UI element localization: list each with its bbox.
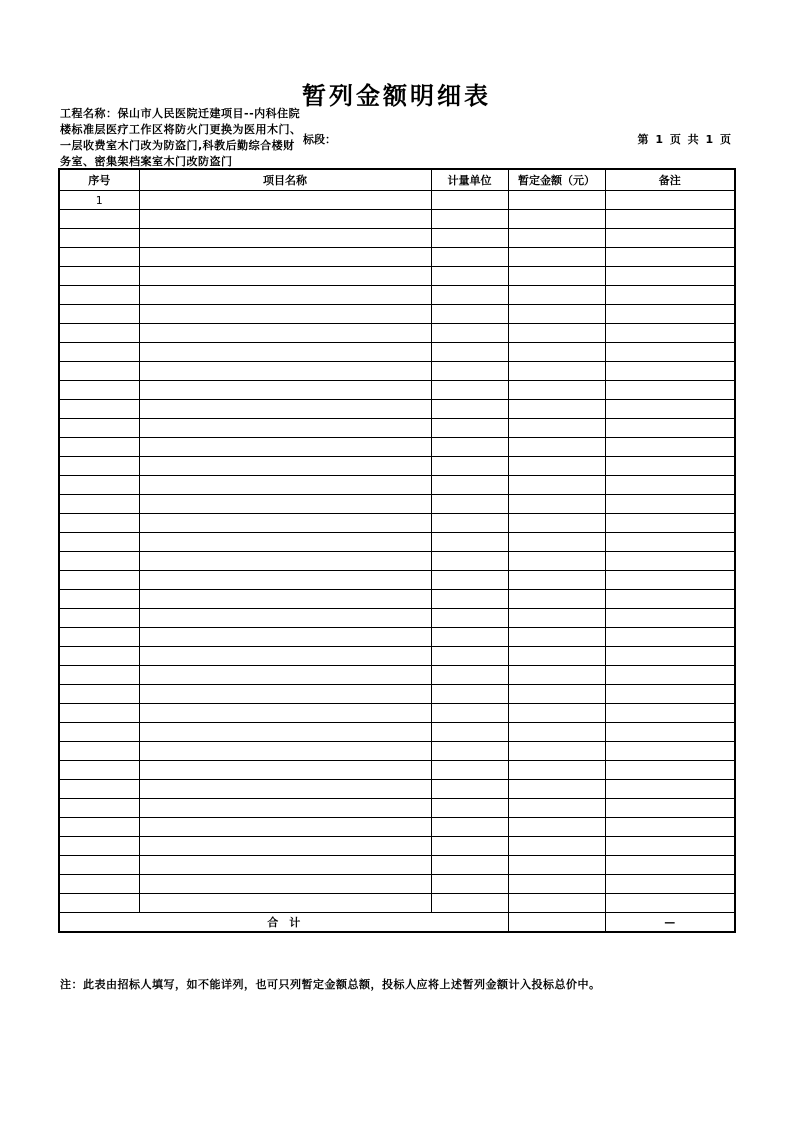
cell-item-name [139, 666, 431, 685]
cell-item-name [139, 362, 431, 381]
cell-amount [508, 495, 605, 514]
cell-item-name [139, 894, 431, 913]
cell-index [59, 476, 139, 495]
cell-unit [431, 818, 508, 837]
total-amount [508, 913, 605, 933]
cell-remark [605, 685, 735, 704]
cell-item-name [139, 628, 431, 647]
table-row [59, 647, 735, 666]
cell-unit [431, 837, 508, 856]
table-row [59, 552, 735, 571]
cell-index [59, 400, 139, 419]
cell-item-name [139, 571, 431, 590]
cell-amount [508, 818, 605, 837]
cell-item-name [139, 533, 431, 552]
cell-amount [508, 286, 605, 305]
col-header-remark: 备注 [605, 169, 735, 191]
cell-index [59, 723, 139, 742]
cell-item-name [139, 875, 431, 894]
cell-index [59, 628, 139, 647]
cell-amount [508, 856, 605, 875]
cell-index [59, 343, 139, 362]
cell-index [59, 267, 139, 286]
table-row [59, 780, 735, 799]
table-row [59, 438, 735, 457]
cell-item-name [139, 229, 431, 248]
cell-remark [605, 248, 735, 267]
table-row [59, 875, 735, 894]
cell-unit [431, 305, 508, 324]
cell-unit [431, 457, 508, 476]
cell-unit [431, 248, 508, 267]
total-label: 合 计 [59, 913, 508, 933]
cell-index [59, 780, 139, 799]
cell-item-name [139, 609, 431, 628]
cell-remark [605, 704, 735, 723]
cell-index [59, 647, 139, 666]
cell-index [59, 533, 139, 552]
table-row [59, 476, 735, 495]
table-row [59, 267, 735, 286]
table-row [59, 229, 735, 248]
cell-remark [605, 780, 735, 799]
cell-index [59, 362, 139, 381]
cell-index [59, 457, 139, 476]
table-row [59, 248, 735, 267]
cell-unit [431, 609, 508, 628]
cell-unit [431, 799, 508, 818]
cell-remark [605, 381, 735, 400]
table-row [59, 210, 735, 229]
cell-unit [431, 666, 508, 685]
cell-index [59, 438, 139, 457]
cell-remark [605, 343, 735, 362]
table-row [59, 362, 735, 381]
table-row [59, 191, 735, 210]
cell-remark [605, 400, 735, 419]
cell-unit [431, 362, 508, 381]
cell-item-name [139, 685, 431, 704]
cell-unit [431, 685, 508, 704]
table-row [59, 609, 735, 628]
cell-unit [431, 894, 508, 913]
cell-amount [508, 609, 605, 628]
cell-amount [508, 685, 605, 704]
cell-unit [431, 628, 508, 647]
cell-item-name [139, 818, 431, 837]
cell-item-name [139, 723, 431, 742]
table-row [59, 324, 735, 343]
cell-unit [431, 647, 508, 666]
table-row [59, 837, 735, 856]
cell-unit [431, 514, 508, 533]
cell-unit [431, 533, 508, 552]
table-row [59, 723, 735, 742]
cell-amount [508, 248, 605, 267]
cell-remark [605, 647, 735, 666]
cell-index [59, 305, 139, 324]
cell-item-name [139, 210, 431, 229]
table-row [59, 704, 735, 723]
cell-index [59, 571, 139, 590]
cell-item-name [139, 267, 431, 286]
cell-amount [508, 267, 605, 286]
cell-item-name [139, 191, 431, 210]
cell-index [59, 590, 139, 609]
cell-index [59, 552, 139, 571]
cell-unit [431, 438, 508, 457]
cell-remark [605, 495, 735, 514]
cell-amount [508, 381, 605, 400]
cell-remark [605, 210, 735, 229]
cell-unit [431, 267, 508, 286]
cell-remark [605, 818, 735, 837]
cell-item-name [139, 761, 431, 780]
table-row [59, 818, 735, 837]
cell-unit [431, 286, 508, 305]
cell-amount [508, 229, 605, 248]
cell-amount [508, 552, 605, 571]
cell-item-name [139, 552, 431, 571]
cell-amount [508, 590, 605, 609]
cell-unit [431, 552, 508, 571]
page-title: 暂列金额明细表 [302, 82, 491, 110]
cell-amount [508, 476, 605, 495]
cell-remark [605, 419, 735, 438]
cell-amount [508, 761, 605, 780]
total-row [59, 913, 735, 933]
cell-index [59, 685, 139, 704]
cell-amount [508, 666, 605, 685]
cell-remark [605, 324, 735, 343]
cell-item-name [139, 343, 431, 362]
cell-index [59, 248, 139, 267]
cell-amount [508, 875, 605, 894]
cell-remark [605, 552, 735, 571]
table-row [59, 286, 735, 305]
total-remark: — [605, 913, 735, 933]
cell-remark [605, 267, 735, 286]
cell-index [59, 837, 139, 856]
cell-remark [605, 799, 735, 818]
cell-amount [508, 837, 605, 856]
cell-item-name [139, 780, 431, 799]
cell-item-name [139, 286, 431, 305]
table-row [59, 799, 735, 818]
cell-remark [605, 742, 735, 761]
cell-index [59, 381, 139, 400]
cell-amount [508, 514, 605, 533]
col-header-unit: 计量单位 [431, 169, 508, 191]
cell-unit [431, 590, 508, 609]
cell-item-name [139, 457, 431, 476]
cell-index [59, 210, 139, 229]
cell-amount [508, 210, 605, 229]
cell-item-name [139, 704, 431, 723]
cell-remark [605, 590, 735, 609]
cell-remark [605, 438, 735, 457]
cell-unit [431, 780, 508, 799]
cell-remark [605, 457, 735, 476]
cell-index [59, 704, 139, 723]
cell-unit [431, 742, 508, 761]
table-row [59, 495, 735, 514]
cell-unit [431, 495, 508, 514]
table-row [59, 666, 735, 685]
cell-amount [508, 533, 605, 552]
cell-item-name [139, 305, 431, 324]
cell-item-name [139, 514, 431, 533]
cell-remark [605, 894, 735, 913]
cell-amount [508, 457, 605, 476]
cell-item-name [139, 324, 431, 343]
table-row [59, 457, 735, 476]
cell-amount [508, 362, 605, 381]
cell-index [59, 875, 139, 894]
cell-item-name [139, 647, 431, 666]
cell-unit [431, 704, 508, 723]
cell-amount [508, 324, 605, 343]
cell-index [59, 419, 139, 438]
cell-item-name [139, 400, 431, 419]
cell-unit [431, 191, 508, 210]
table-row [59, 894, 735, 913]
project-label: 工程名称： [60, 107, 118, 120]
cell-remark [605, 856, 735, 875]
cell-index [59, 666, 139, 685]
cell-index [59, 286, 139, 305]
cell-amount [508, 305, 605, 324]
cell-unit [431, 761, 508, 780]
cell-index [59, 514, 139, 533]
cell-remark [605, 628, 735, 647]
table-row [59, 400, 735, 419]
table-row [59, 761, 735, 780]
cell-item-name [139, 495, 431, 514]
cell-remark [605, 286, 735, 305]
col-header-item-name: 项目名称 [139, 169, 431, 191]
cell-item-name [139, 419, 431, 438]
table-body [59, 191, 735, 913]
cell-amount [508, 723, 605, 742]
cell-item-name [139, 381, 431, 400]
cell-item-name [139, 742, 431, 761]
cell-index [59, 609, 139, 628]
table-row [59, 685, 735, 704]
cell-amount [508, 742, 605, 761]
project-name-value: 保山市人民医院迁建项目--内科住院楼标准层医疗工作区将防火门更换为医用木门、一层收费室木门改为防盗门,科教后勤综合楼财务室、密集架档案室木门改防盗门 [60, 107, 302, 168]
cell-remark [605, 571, 735, 590]
cell-unit [431, 875, 508, 894]
cell-remark [605, 666, 735, 685]
cell-unit [431, 324, 508, 343]
cell-index [59, 799, 139, 818]
table-row [59, 343, 735, 362]
cell-index [59, 742, 139, 761]
table-row [59, 590, 735, 609]
project-name [60, 106, 302, 168]
cell-item-name [139, 438, 431, 457]
cell-item-name [139, 476, 431, 495]
cell-remark [605, 305, 735, 324]
cell-unit [431, 476, 508, 495]
cell-amount [508, 419, 605, 438]
cell-amount [508, 191, 605, 210]
cell-remark [605, 191, 735, 210]
cell-item-name [139, 837, 431, 856]
table-row [59, 305, 735, 324]
table-row [59, 381, 735, 400]
cell-remark [605, 362, 735, 381]
footnote: 注：此表由招标人填写，如不能详列，也可只列暂定金额总额，投标人应将上述暂列金额计入投标总价中。 [60, 978, 601, 991]
table-row [59, 419, 735, 438]
cell-item-name [139, 856, 431, 875]
cell-index [59, 229, 139, 248]
cell-remark [605, 723, 735, 742]
provisional-sum-table [58, 168, 736, 933]
cell-index: 1 [59, 191, 139, 210]
table-row [59, 742, 735, 761]
page-info: 第 1 页 共 1 页 [637, 133, 731, 146]
cell-remark [605, 761, 735, 780]
cell-index [59, 495, 139, 514]
cell-remark [605, 514, 735, 533]
cell-amount [508, 438, 605, 457]
table-row [59, 628, 735, 647]
cell-unit [431, 419, 508, 438]
cell-item-name [139, 799, 431, 818]
cell-amount [508, 571, 605, 590]
table-row [59, 533, 735, 552]
cell-remark [605, 533, 735, 552]
cell-index [59, 856, 139, 875]
cell-unit [431, 229, 508, 248]
cell-index [59, 818, 139, 837]
cell-unit [431, 210, 508, 229]
cell-index [59, 324, 139, 343]
cell-remark [605, 837, 735, 856]
table-header-row [59, 169, 735, 191]
cell-unit [431, 400, 508, 419]
cell-remark [605, 476, 735, 495]
table-row [59, 514, 735, 533]
cell-amount [508, 400, 605, 419]
cell-remark [605, 609, 735, 628]
cell-item-name [139, 590, 431, 609]
cell-amount [508, 799, 605, 818]
table-row [59, 856, 735, 875]
cell-remark [605, 229, 735, 248]
cell-unit [431, 381, 508, 400]
cell-item-name [139, 248, 431, 267]
cell-amount [508, 704, 605, 723]
cell-amount [508, 628, 605, 647]
cell-unit [431, 723, 508, 742]
cell-remark [605, 875, 735, 894]
cell-amount [508, 343, 605, 362]
section-label: 标段： [303, 133, 336, 146]
cell-unit [431, 343, 508, 362]
table-row [59, 571, 735, 590]
cell-amount [508, 894, 605, 913]
cell-index [59, 894, 139, 913]
cell-unit [431, 571, 508, 590]
cell-unit [431, 856, 508, 875]
col-header-index: 序号 [59, 169, 139, 191]
cell-amount [508, 780, 605, 799]
cell-index [59, 761, 139, 780]
cell-amount [508, 647, 605, 666]
col-header-amount: 暂定金额（元） [508, 169, 605, 191]
